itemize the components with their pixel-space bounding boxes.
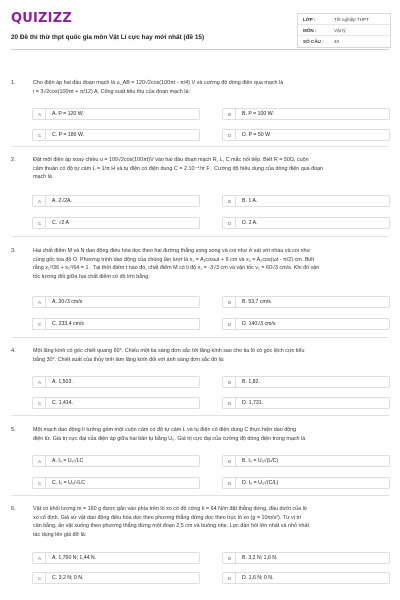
option-d[interactable] (222, 217, 390, 229)
option-letter: A (34, 196, 46, 206)
option-letter: A (34, 456, 46, 466)
option-letter: A (34, 297, 46, 307)
option-letter: D (224, 319, 236, 329)
option-c[interactable] (32, 397, 200, 409)
option-text: C. 3,2 N; 0 N. (52, 575, 84, 581)
question-number: 6. (11, 506, 16, 512)
option-b[interactable] (222, 455, 390, 467)
question-separator (11, 337, 389, 338)
question-line: Vật có khối lượng m = 160 g được gắn vào phía trên lò xo có độ cứng k = 64 N/m đặt thẳng đứng, đầu dưới của lò (33, 506, 307, 512)
question-line: Đặt một điện áp xoay chiều u = 100√2cos(100πt)V vào hai đầu đoạn mạch R, L, C mắc nối tiếp. Biết R = 50Ω, cuộn (33, 157, 309, 163)
option-text: C. 233,4 cm/s (52, 321, 85, 327)
question-number: 1. (11, 80, 16, 86)
option-text: C. 1,414. (52, 400, 74, 406)
option-text: C. I₀ = U₀/√LC (52, 480, 85, 486)
option-text: D. 140√3 cm/s (242, 321, 276, 327)
option-a[interactable] (32, 108, 200, 120)
option-c[interactable] (32, 318, 200, 330)
option-d[interactable] (222, 397, 390, 409)
option-c[interactable] (32, 572, 200, 584)
option-text: B. 1 A. (242, 198, 258, 204)
option-letter: D (224, 130, 236, 140)
option-c[interactable] (32, 217, 200, 229)
info-key: LỚP : (303, 16, 316, 22)
option-a[interactable] (32, 195, 200, 207)
question-line: xo cố định. Giả sử vật dao động điều hòa dọc theo phương thẳng đứng dọc theo trục lò xo (g = 10m/s²). Từ vị trí (33, 514, 302, 521)
question-number: 2. (11, 157, 16, 163)
option-c[interactable] (32, 477, 200, 489)
option-c[interactable] (32, 129, 200, 141)
option-b[interactable] (222, 195, 390, 207)
question-line: tốc tương đối giữa hai chất điểm có độ lớn bằng: (33, 273, 150, 280)
option-letter: B (224, 377, 236, 387)
quizizz-logo: QUIZIZZ (11, 11, 72, 26)
question-line: tác dụng lên giá đỡ là: (33, 531, 87, 538)
option-text: C. √2 A (52, 220, 69, 226)
question-text (33, 347, 385, 364)
question-text (33, 79, 385, 96)
option-text: D. I₀ = U₀√(C/L) (242, 480, 279, 486)
option-text: B. 53,7 cm/s (242, 299, 271, 305)
option-a[interactable] (32, 552, 200, 564)
question-line: Hai chất điểm M và N dao động điều hòa dọc theo hai đường thẳng song song và coi như ở sát với nhau và coi như (33, 248, 311, 254)
option-b[interactable] (222, 108, 390, 120)
option-text: B. P = 100 W. (242, 111, 274, 117)
question-number: 3. (11, 248, 16, 254)
info-value: 40 (334, 39, 340, 44)
option-text: A. 20√3 cm/s (52, 299, 83, 305)
option-text: A. P = 120 W. (52, 111, 84, 117)
option-text: B. 1,82. (242, 379, 260, 385)
option-d[interactable] (222, 572, 390, 584)
option-letter: D (224, 218, 236, 228)
option-text: D. P = 50 W (242, 132, 271, 138)
option-text: D. 1,731. (242, 400, 264, 406)
option-d[interactable] (222, 318, 390, 330)
option-letter: A (34, 109, 46, 119)
question-separator (11, 236, 389, 237)
option-a[interactable] (32, 296, 200, 308)
question-separator (11, 146, 389, 147)
option-letter: B (224, 196, 236, 206)
option-text: B. 3,2 N; 1,6 N. (242, 555, 278, 561)
question-line: Một mạch dao động lí tưởng gồm một cuộn cảm có độ tự cảm L và tụ điện có điện dung C thực hiện dao động (33, 427, 297, 433)
option-b[interactable] (222, 376, 390, 388)
info-key: MÔN : (303, 27, 317, 33)
option-letter: B (224, 297, 236, 307)
question-line: i = 3√2cos(100πt + π/12) A. Công suất tiêu thụ của đoạn mạch là: (33, 88, 190, 95)
question-line: cảm thuần có độ tự cảm L = 1/π H và tụ điện có điện dung C = 2.10⁻⁴/π F . Cường độ hiệu dụng của dòng điện qua đoạn (33, 165, 324, 172)
option-text: D. 1,6 N; 0 N. (242, 575, 274, 581)
option-letter: C (34, 218, 46, 228)
option-letter: D (224, 478, 236, 488)
option-letter: C (34, 319, 46, 329)
option-b[interactable] (222, 296, 390, 308)
question-line: rằng x₁²/36 + x₂²/64 = 1 . Tại thời điểm t nào đó, chất điểm M có li độ x₁ = -3√3 cm và vận tốc v₁ = 60√3 cm/s. Khi đó vận (33, 265, 320, 272)
option-letter: D (224, 398, 236, 408)
option-b[interactable] (222, 552, 390, 564)
question-number: 4. (11, 348, 16, 354)
info-value: Vật lý (334, 27, 346, 33)
option-text: A. 1,760 N; 1,44 N. (52, 555, 97, 561)
option-text: A. I₀ = U₀√LC (52, 458, 84, 464)
option-letter: C (34, 130, 46, 140)
worksheet-title: 20 Đề thi thử thpt quốc gia môn Vật Lí cực hay mới nhất (đề 15) (11, 34, 205, 41)
question-line: bằng 30°. Chiết suất của thủy tinh làm lăng kính đối với ánh sáng đơn sắc đó là: (33, 356, 225, 363)
info-value: Tốt nghiệp THPT (334, 16, 369, 22)
option-letter: D (224, 573, 236, 583)
option-letter: A (34, 377, 46, 387)
info-key: SỐ CÂU : (303, 39, 324, 44)
option-text: D. 2 A. (242, 220, 258, 226)
question-text (33, 426, 385, 443)
question-text (33, 247, 385, 281)
option-text: A. 1,503. (52, 379, 73, 385)
option-a[interactable] (32, 455, 200, 467)
option-letter: B (224, 553, 236, 563)
question-line: Cho điện áp hai đầu đoạn mạch là u_AB = 120√2cos(100πt - π/4) V và cường độ dòng điện qua mạch là (33, 80, 284, 86)
option-letter: B (224, 456, 236, 466)
option-letter: C (34, 398, 46, 408)
question-line: cân bằng, ấn vật xuống theo phương thẳng đứng một đoạn 2,5 cm và buông nhẹ. Lực đàn hồi lớn nhất và nhỏ nhất (33, 523, 309, 530)
question-line: điện từ. Giá trị cực đại của điện áp giữa hai bản tụ bằng U₀. Giá trị cực đại của cường độ dòng điện trong mạch là (33, 435, 306, 442)
option-d[interactable] (222, 129, 390, 141)
option-a[interactable] (32, 376, 200, 388)
question-separator (11, 415, 389, 416)
question-text (33, 505, 385, 539)
question-line: Một lăng kính có góc chiết quang 60°. Chiếu một tia sáng đơn sắc tới lăng kính sao cho tia ló có góc lệch cực tiểu (33, 348, 305, 354)
option-text: A. 2√2A. (52, 198, 72, 204)
question-line: cùng gốc tọa độ O. Phương trình dao động của chúng lần lượt là x₁ = A₁cosωt + 6 cm và x₂ = A₂cos(ωt - π/2) cm. Biết (33, 256, 315, 263)
question-separator (11, 495, 389, 496)
question-text (33, 156, 385, 182)
question-number: 5. (11, 427, 16, 433)
option-d[interactable] (222, 477, 390, 489)
option-letter: A (34, 553, 46, 563)
option-letter: B (224, 109, 236, 119)
option-text: B. I₀ = U₀√(L/C) (242, 458, 279, 464)
option-letter: C (34, 573, 46, 583)
option-text: C. P = 180 W. (52, 132, 85, 138)
option-letter: C (34, 478, 46, 488)
question-line: mạch là (33, 174, 52, 181)
